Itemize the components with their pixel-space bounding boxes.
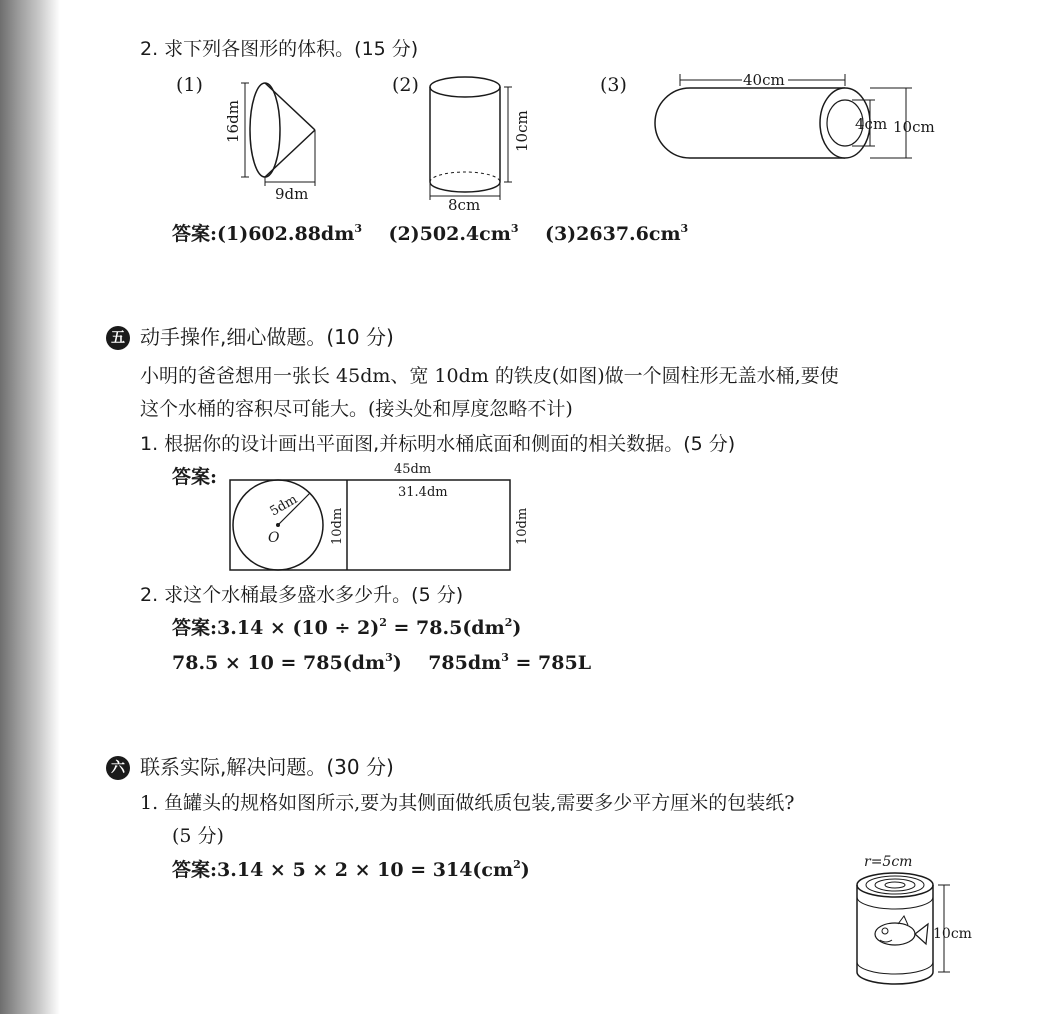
rect-length-label: 31.4dm — [398, 485, 448, 500]
section-5-answer-line1 — [172, 616, 521, 640]
tube-inner-label: 4cm — [855, 115, 888, 133]
answer-3-exponent: 3 — [680, 222, 689, 235]
can-answer-close: ) — [520, 859, 530, 881]
tube-length-label: 40cm — [743, 71, 785, 89]
tube-figure — [650, 70, 950, 170]
can-answer-expression: 答案:3.14 × 5 × 2 × 10 = 314(cm — [172, 859, 514, 881]
answer-3: (3)2637.6cm — [544, 223, 681, 245]
section-5-badge: 五 — [106, 326, 130, 350]
section-6-question-1-line2: (5 分) — [172, 825, 224, 847]
cylinder-height-label: 10cm — [513, 110, 531, 152]
section-5-description-line1: 小明的爸爸想用一张长 45dm、宽 10dm 的铁皮(如图)做一个圆柱形无盖水桶,要使 — [140, 365, 839, 387]
net-height-label-right: 10dm — [515, 507, 530, 545]
answer-expression: 答案:3.14 × (10 ÷ 2) — [172, 617, 380, 639]
circle-center-label: O — [268, 530, 280, 546]
volume-exponent: 3 — [385, 651, 393, 664]
cylinder-base-label: 8cm — [448, 196, 481, 214]
answer-result: = 78.5(dm — [386, 617, 505, 639]
net-height-label-left: 10dm — [330, 507, 345, 545]
volume-close: ) — [392, 652, 402, 674]
page-binding-shadow — [0, 0, 60, 1014]
figure-3-number: (3) — [600, 74, 627, 96]
section-6-question-1-line1: 1. 鱼罐头的规格如图所示,要为其侧面做纸质包装,需要多少平方厘米的包装纸? — [140, 792, 795, 814]
volume-expression: 78.5 × 10 = 785(dm — [172, 652, 386, 674]
section-5-answer-label: 答案: — [172, 466, 218, 488]
tube-outer-label: 10cm — [893, 118, 935, 136]
cylinder-figure — [420, 72, 540, 212]
net-total-length: 45dm — [394, 462, 432, 477]
section-6-answer — [172, 858, 530, 882]
section-6-title: 联系实际,解决问题。(30 分) — [140, 755, 394, 779]
section-5-description-line2: 这个水桶的容积尽可能大。(接头处和厚度忽略不计) — [140, 398, 573, 420]
answer-unit-exponent: 2 — [504, 616, 513, 629]
fish-can-figure — [850, 852, 980, 992]
answer-2-exponent: 3 — [510, 222, 519, 235]
section-5-answer-line2 — [172, 651, 591, 675]
cone-side-label: 16dm — [224, 100, 242, 143]
liters-expression: 785dm — [428, 652, 502, 674]
figure-2-number: (2) — [392, 74, 419, 96]
answer-label: 答案: — [172, 223, 218, 245]
liters-result: = 785L — [508, 652, 592, 674]
can-radius-label: r=5cm — [864, 854, 913, 870]
section-5-question-2: 2. 求这个水桶最多盛水多少升。(5 分) — [140, 584, 464, 606]
answer-1-exponent: 3 — [354, 222, 362, 235]
cone-base-label: 9dm — [275, 185, 309, 203]
question-2-answer — [172, 222, 688, 246]
fish-label-icon — [875, 916, 928, 945]
circle-radius-label: 5dm — [267, 492, 301, 520]
answer-close: ) — [512, 617, 522, 639]
bucket-net-diagram — [228, 460, 528, 575]
liters-exponent: 3 — [501, 651, 509, 664]
section-6-badge: 六 — [106, 756, 130, 780]
cone-figure — [215, 78, 325, 203]
can-height-label: 10cm — [933, 926, 972, 942]
answer-exponent: 2 — [379, 616, 387, 629]
question-2-title: 2. 求下列各图形的体积。(15 分) — [140, 38, 419, 60]
can-answer-exponent: 2 — [513, 858, 521, 871]
section-5-title: 动手操作,细心做题。(10 分) — [140, 325, 394, 349]
answer-2: (2)502.4cm — [388, 223, 511, 245]
figure-1-number: (1) — [176, 74, 203, 96]
answer-1: (1)602.88dm — [217, 223, 355, 245]
section-5-question-1: 1. 根据你的设计画出平面图,并标明水桶底面和侧面的相关数据。(5 分) — [140, 433, 736, 455]
